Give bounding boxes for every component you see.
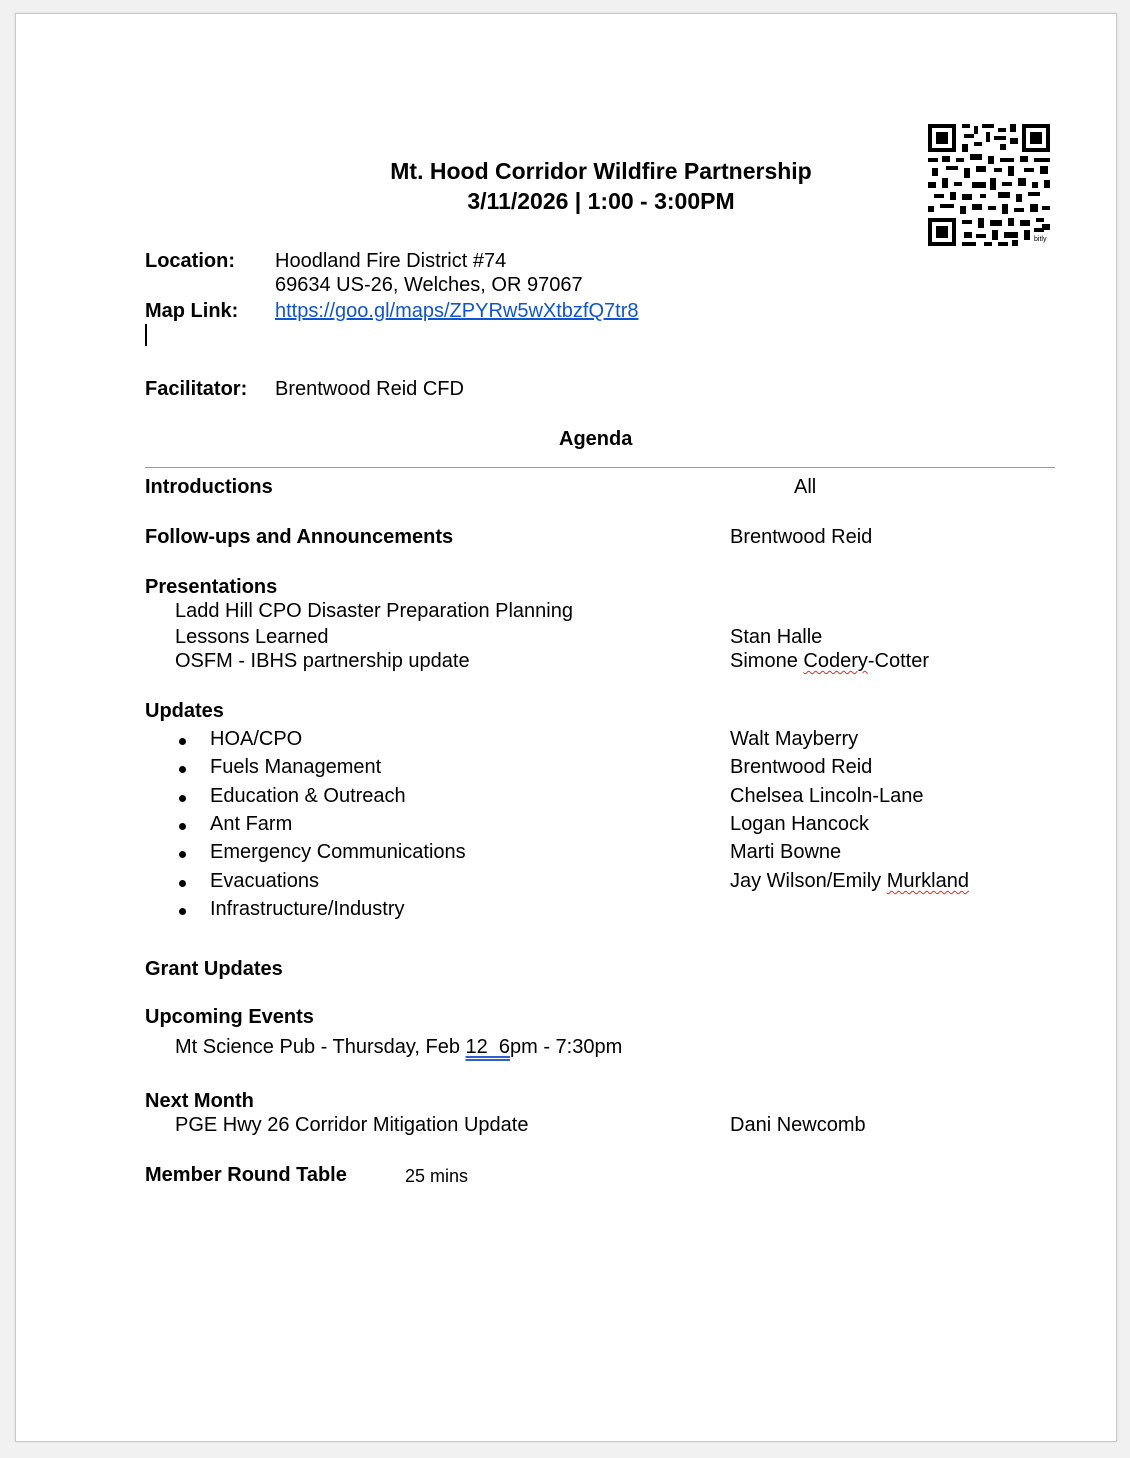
presenter-presentation-2: Simone Codery-Cotter [730, 650, 929, 672]
location-name: Hoodland Fire District #74 [275, 250, 507, 272]
agenda-heading: Agenda [559, 428, 633, 450]
presentation-1-line2: Lessons Learned [175, 626, 329, 648]
update-presenter: Chelsea Lincoln-Lane [730, 785, 924, 807]
update-item: Infrastructure/Industry [210, 898, 405, 920]
update-item: HOA/CPO [210, 728, 303, 750]
agenda-divider [145, 467, 1055, 468]
bullet-icon [179, 795, 186, 802]
update-presenter: Marti Bowne [730, 841, 842, 863]
agenda-item-next-month: Next Month [145, 1090, 254, 1112]
agenda-item-presentations: Presentations [145, 576, 278, 598]
bullet-icon [179, 766, 186, 773]
map-link[interactable]: https://goo.gl/maps/ZPYRw5wXtbzfQ7tr8 [275, 300, 639, 322]
doc-date-time: 3/11/2026 | 1:00 - 3:00PM [467, 188, 735, 214]
bullet-icon [179, 738, 186, 745]
update-presenter: Jay Wilson/Emily Murkland [730, 870, 969, 892]
next-month-item: PGE Hwy 26 Corridor Mitigation Update [175, 1114, 529, 1136]
event-item: Mt Science Pub - Thursday, Feb 12 6pm - 7:30pm [175, 1036, 623, 1058]
round-table-duration: 25 mins [405, 1166, 469, 1186]
bullet-icon [179, 880, 186, 887]
qr-caption: bitly [1034, 236, 1047, 243]
update-item: Emergency Communications [210, 841, 466, 863]
agenda-item-grants: Grant Updates [145, 958, 283, 980]
facilitator-name: Brentwood Reid CFD [275, 378, 464, 400]
document-page [15, 13, 1117, 1442]
presenter-presentation-1: Stan Halle [730, 626, 823, 648]
update-item: Education & Outreach [210, 785, 406, 807]
bullet-icon [179, 908, 186, 915]
text-cursor [145, 324, 147, 346]
presentation-2: OSFM - IBHS partnership update [175, 650, 470, 672]
presenter-next-month: Dani Newcomb [730, 1114, 866, 1136]
agenda-item-followups: Follow-ups and Announcements [145, 526, 454, 548]
presenter-followups: Brentwood Reid [730, 526, 873, 548]
bullet-icon [179, 823, 186, 830]
bullet-icon [179, 851, 186, 858]
agenda-item-introductions: Introductions [145, 476, 273, 498]
update-presenter: Logan Hancock [730, 813, 869, 835]
location-label: Location: [145, 250, 235, 272]
update-presenter: Walt Mayberry [730, 728, 859, 750]
presenter-introductions: All [794, 476, 817, 498]
map-link-label: Map Link: [145, 300, 239, 322]
qr-code-icon [928, 124, 1052, 253]
doc-title: Mt. Hood Corridor Wildfire Partnership [390, 158, 812, 184]
update-presenter: Brentwood Reid [730, 756, 873, 778]
location-address: 69634 US-26, Welches, OR 97067 [275, 274, 583, 296]
facilitator-label: Facilitator: [145, 378, 248, 400]
update-item: Fuels Management [210, 756, 382, 778]
update-item: Ant Farm [210, 813, 293, 835]
agenda-item-round-table: Member Round Table [145, 1164, 347, 1186]
agenda-item-events: Upcoming Events [145, 1006, 314, 1028]
presentation-1-line1: Ladd Hill CPO Disaster Preparation Planning [175, 600, 573, 622]
update-item: Evacuations [210, 870, 319, 892]
agenda-item-updates: Updates [145, 700, 224, 722]
